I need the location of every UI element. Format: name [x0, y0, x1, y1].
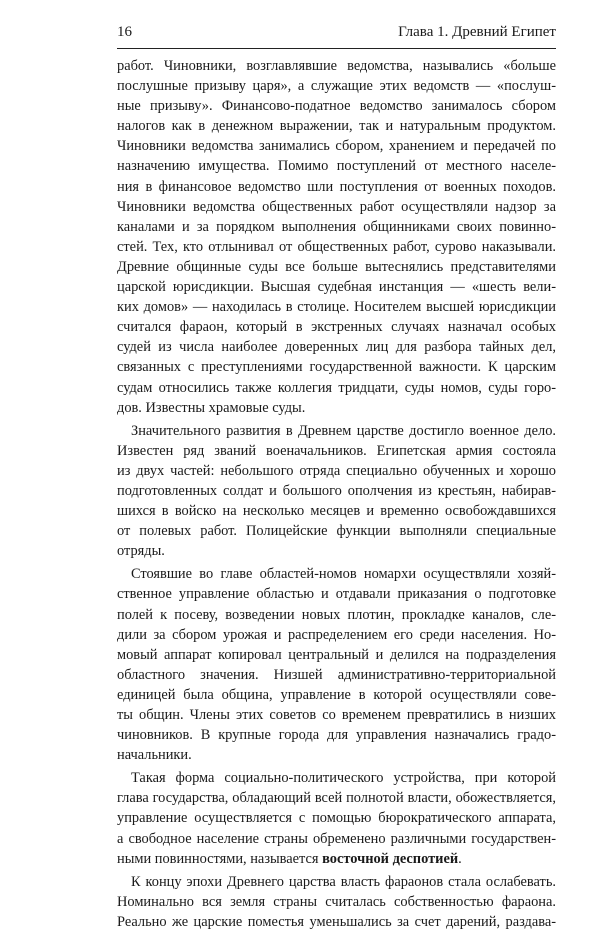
- text-line: от полевых работ. Полицейские функции выполняли специальные: [117, 523, 556, 540]
- text-line: налогов как в денежном выражении, так и натуральным продуктом.: [117, 118, 556, 135]
- page-body: [117, 56, 556, 932]
- text-line: Реально же царские поместья уменьшались за счет дарений, раздава-: [117, 913, 556, 930]
- text-line: связанных с преступлениями государственной важности. К царским: [117, 359, 556, 376]
- text-line: Номинально вся земля страны считалась собственностью фараона.: [117, 893, 556, 910]
- paragraph: [117, 564, 556, 765]
- text-line: отряды.: [117, 543, 165, 560]
- paragraph: [117, 872, 556, 932]
- text-line: дили за сбором урожая и распределением его среди населения. Но-: [117, 626, 556, 643]
- text-line: ты общин. Члены этих советов со временем превратились в низших: [117, 707, 556, 723]
- text-line: работ. Чиновники, возглавлявшие ведомства, назывались «больше: [117, 58, 556, 74]
- paragraph: [117, 421, 556, 562]
- text-line: ких домов» — находилась в столице. Носителем высшей юрисдикции: [117, 299, 556, 316]
- text-line: ственное управление областью и отдавали приказания о подготовке: [117, 586, 556, 603]
- text-line: начальники.: [117, 747, 192, 764]
- text-line: Стоявшие во главе областей-номов номархи осуществляли хозяй-: [131, 566, 556, 583]
- text-line: Чиновники ведомства занимались сбором, хранением и передачей по: [117, 138, 556, 155]
- running-head: Глава 1. Древний Египет: [398, 24, 556, 40]
- text-line: ния в финансовое ведомство шли поступления от военных походов.: [117, 178, 556, 195]
- text-line: царской юрисдикции. Высшая судебная инстанция — «шесть вели-: [117, 279, 556, 296]
- text-line: мовый аппарат копировал центральный и делился на подразделения: [117, 646, 556, 663]
- page-number: 16: [117, 24, 132, 40]
- text-line: судей из числа наиболее доверенных лиц для разбора тайных дел,: [117, 339, 556, 356]
- text-line: считался фараон, который в экстренных случаях назначал особых: [117, 319, 556, 336]
- text-line: а свободное население страны обременено различными государствен-: [117, 830, 556, 847]
- emphasis-term: восточной деспотией: [322, 850, 459, 867]
- text-line: чиновников. В крупные города для управления назначались градо-: [117, 727, 556, 744]
- text-line: Такая форма социально-политического устройства, при которой: [131, 770, 556, 787]
- text-line: Значительного развития в Древнем царстве достигло военное дело.: [131, 422, 556, 439]
- paragraph: [117, 56, 556, 418]
- text-line: Чиновники ведомства общественных работ осуществляли надзор за: [117, 198, 556, 215]
- text-line: ные призыву». Финансово-податное ведомство занималось сбором: [117, 98, 556, 115]
- text-line: Известен ряд званий военачальников. Египетская армия состояла: [117, 442, 556, 459]
- text-line: ными повинностями, называется восточной деспотией.: [117, 850, 462, 867]
- text-line: назначению имущества. Помимо поступлений от местного населе-: [117, 158, 556, 175]
- text-line: глава государства, обладающий всей полнотой власти, обожествляется,: [117, 790, 556, 807]
- text-line: шихся в войско на несколько месяцев и временно освобождавшихся: [117, 503, 556, 520]
- paragraph: [117, 768, 556, 868]
- text-line: стей. Тех, кто отлынивал от общественных работ, сурово наказывали.: [117, 238, 556, 255]
- text-line: послушные призыву царя», а служащие этих ведомств — «послуш-: [117, 78, 556, 95]
- text-line: судам относились также коллегия тридцати, суды номов, суды горо-: [117, 379, 556, 396]
- text-line: из двух частей: небольшого отряда специально обученных и хорошо: [117, 462, 556, 479]
- text-line: Древние общинные суды все больше вытеснялись представителями: [117, 258, 556, 275]
- text-line: единицей была община, управление в которой осуществляли сове-: [117, 686, 556, 703]
- page-header: [117, 22, 556, 49]
- text-line: подготовленных солдат и большого ополчения из крестьян, набирав-: [117, 482, 556, 499]
- text-line: полей к посеву, возведении новых плотин, прокладке каналов, сле-: [117, 606, 556, 623]
- text-line: областного значения. Низшей административно-территориальной: [117, 666, 556, 683]
- text-line: управление осуществляется с помощью бюрократического аппарата,: [117, 810, 556, 827]
- text-line: каналами и за порядком выполнения общинниками своих повинно-: [117, 218, 556, 235]
- text-line: К концу эпохи Древнего царства власть фараонов стала ослабевать.: [131, 873, 556, 890]
- text-line: дов. Известны храмовые суды.: [117, 399, 306, 416]
